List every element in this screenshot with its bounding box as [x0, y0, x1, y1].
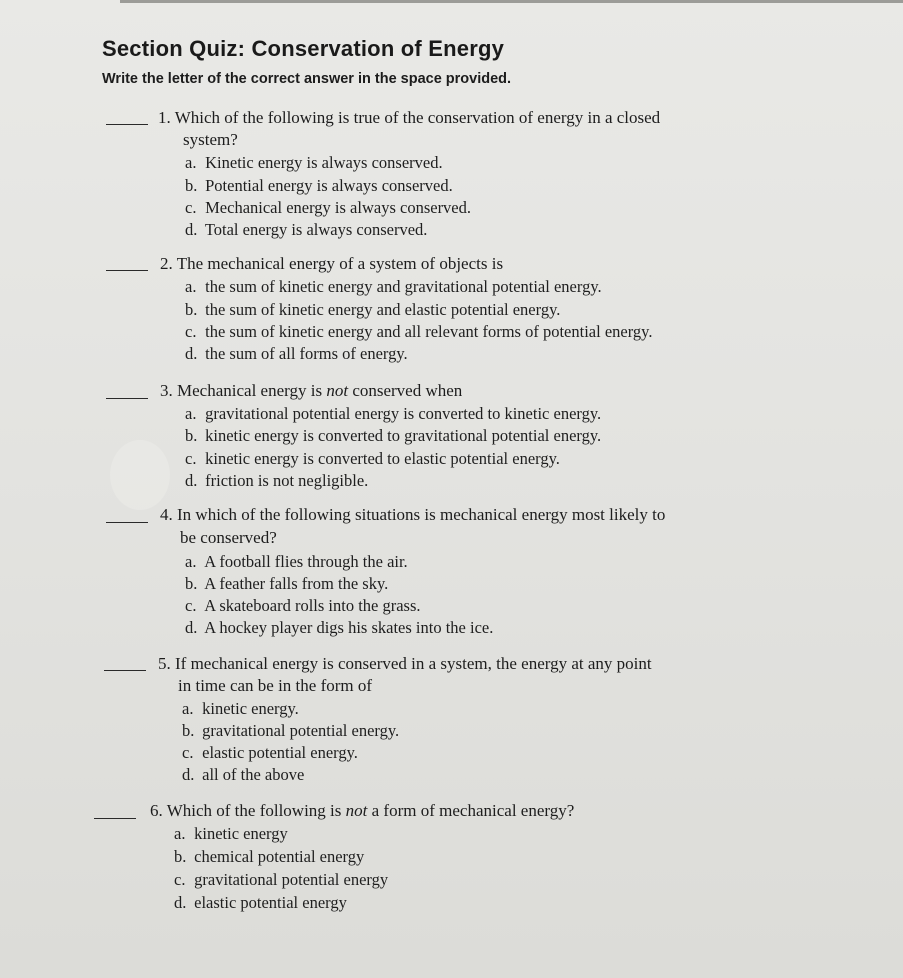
- question-2-option-d: [185, 343, 408, 365]
- page-title: Section Quiz: Conservation of Energy: [102, 36, 505, 61]
- question-1-stem-continued: system?: [183, 130, 238, 149]
- option-letter: d.: [185, 220, 198, 239]
- option-letter: b.: [185, 574, 198, 593]
- option-letter: b.: [185, 426, 198, 445]
- option-letter: c.: [185, 322, 197, 341]
- option-text: kinetic energy is converted to elastic potential energy.: [205, 449, 560, 468]
- option-letter: c.: [185, 449, 197, 468]
- option-text: A skateboard rolls into the grass.: [204, 596, 421, 615]
- question-6-option-b: [174, 846, 364, 868]
- question-6-stem: [150, 800, 574, 822]
- answer-blank-1[interactable]: [106, 124, 148, 125]
- option-text: gravitational potential energy: [194, 870, 389, 889]
- question-emphasis: not: [345, 801, 368, 820]
- option-text: kinetic energy is converted to gravitational potential energy.: [205, 426, 602, 445]
- question-4-option-d: [185, 617, 493, 639]
- option-text: A hockey player digs his skates into the ice.: [204, 618, 494, 637]
- question-5-stem: [158, 653, 652, 675]
- question-3-option-b: [185, 425, 601, 447]
- question-3-option-a: [185, 403, 601, 425]
- question-4-option-a: [185, 551, 408, 573]
- option-letter: b.: [185, 176, 198, 195]
- question-1-option-d: [185, 219, 427, 241]
- option-letter: a.: [185, 153, 197, 172]
- answer-blank-4[interactable]: [106, 522, 148, 523]
- question-text: Which of the following is: [166, 801, 346, 820]
- question-number: 1.: [158, 108, 171, 127]
- answer-blank-2[interactable]: [106, 270, 148, 271]
- option-letter: d.: [185, 344, 198, 363]
- question-5-option-d: [182, 764, 304, 786]
- option-letter: a.: [185, 277, 197, 296]
- option-text: Kinetic energy is always conserved.: [205, 153, 443, 172]
- option-letter: c.: [185, 596, 197, 615]
- answer-blank-3[interactable]: [106, 398, 148, 399]
- question-2-stem: [160, 253, 503, 275]
- option-letter: a.: [185, 552, 197, 571]
- option-text: Mechanical energy is always conserved.: [205, 198, 472, 217]
- option-letter: a.: [185, 404, 197, 423]
- option-text: Potential energy is always conserved.: [205, 176, 453, 195]
- question-emphasis: not: [326, 381, 349, 400]
- option-letter: a.: [174, 824, 186, 843]
- question-1-option-c: [185, 197, 471, 219]
- question-text: Mechanical energy is: [177, 381, 327, 400]
- option-letter: c.: [182, 743, 194, 762]
- option-text: gravitational potential energy is converted to kinetic energy.: [205, 404, 602, 423]
- option-letter: c.: [185, 198, 197, 217]
- question-4-stem-continued: be conserved?: [180, 528, 277, 547]
- question-2-option-c: [185, 321, 652, 343]
- question-5-option-b: [182, 720, 399, 742]
- question-number: 3.: [160, 381, 173, 400]
- question-text-end: a form of mechanical energy?: [367, 801, 575, 820]
- question-4-option-b: [185, 573, 388, 595]
- option-text: elastic potential energy.: [202, 743, 358, 762]
- question-text: In which of the following situations is mechanical energy most likely to: [177, 505, 666, 524]
- option-text: chemical potential energy: [194, 847, 365, 866]
- question-4-stem: [160, 504, 665, 526]
- option-text: gravitational potential energy.: [202, 721, 400, 740]
- question-text-end: conserved when: [348, 381, 463, 400]
- question-3-stem: [160, 380, 462, 402]
- answer-blank-5[interactable]: [104, 670, 146, 671]
- option-text: friction is not negligible.: [205, 471, 369, 490]
- option-text: elastic potential energy: [194, 893, 347, 912]
- question-1-stem: [158, 107, 660, 129]
- question-text: The mechanical energy of a system of objects is: [176, 254, 504, 273]
- question-number: 5.: [158, 654, 171, 673]
- option-text: kinetic energy: [194, 824, 288, 843]
- question-text: Which of the following is true of the conservation of energy in a closed: [174, 108, 661, 127]
- question-2-option-b: [185, 299, 560, 321]
- question-number: 2.: [160, 254, 173, 273]
- question-6-option-d: [174, 892, 347, 914]
- top-rule: [120, 0, 903, 3]
- question-number: 6.: [150, 801, 163, 820]
- option-letter: b.: [185, 300, 198, 319]
- instructions: Write the letter of the correct answer in the space provided.: [102, 71, 512, 87]
- question-number: 4.: [160, 505, 173, 524]
- question-5-stem-continued: in time can be in the form of: [178, 676, 373, 695]
- question-5-option-a: [182, 698, 299, 720]
- option-text: the sum of kinetic energy and gravitational potential energy.: [205, 277, 602, 296]
- option-text: A feather falls from the sky.: [204, 574, 389, 593]
- option-letter: d.: [185, 618, 198, 637]
- option-text: the sum of kinetic energy and all relevant forms of potential energy.: [205, 322, 653, 341]
- option-letter: d.: [174, 893, 187, 912]
- option-text: kinetic energy.: [202, 699, 299, 718]
- answer-blank-6[interactable]: [94, 818, 136, 819]
- question-2-option-a: [185, 276, 602, 298]
- option-letter: d.: [185, 471, 198, 490]
- option-letter: b.: [182, 721, 195, 740]
- question-6-option-a: [174, 823, 288, 845]
- question-4-option-c: [185, 595, 421, 617]
- question-1-option-b: [185, 175, 453, 197]
- question-5-option-c: [182, 742, 358, 764]
- option-text: the sum of kinetic energy and elastic potential energy.: [205, 300, 561, 319]
- paper-smudge: [110, 440, 170, 510]
- question-3-option-d: [185, 470, 368, 492]
- question-1-option-a: [185, 152, 443, 174]
- question-text: If mechanical energy is conserved in a system, the energy at any point: [175, 654, 652, 673]
- option-text: A football flies through the air.: [204, 552, 408, 571]
- option-letter: b.: [174, 847, 187, 866]
- option-text: all of the above: [202, 765, 305, 784]
- option-letter: d.: [182, 765, 195, 784]
- option-letter: a.: [182, 699, 194, 718]
- question-3-option-c: [185, 448, 560, 470]
- option-text: the sum of all forms of energy.: [205, 344, 408, 363]
- option-letter: c.: [174, 870, 186, 889]
- option-text: Total energy is always conserved.: [204, 220, 428, 239]
- question-6-option-c: [174, 869, 388, 891]
